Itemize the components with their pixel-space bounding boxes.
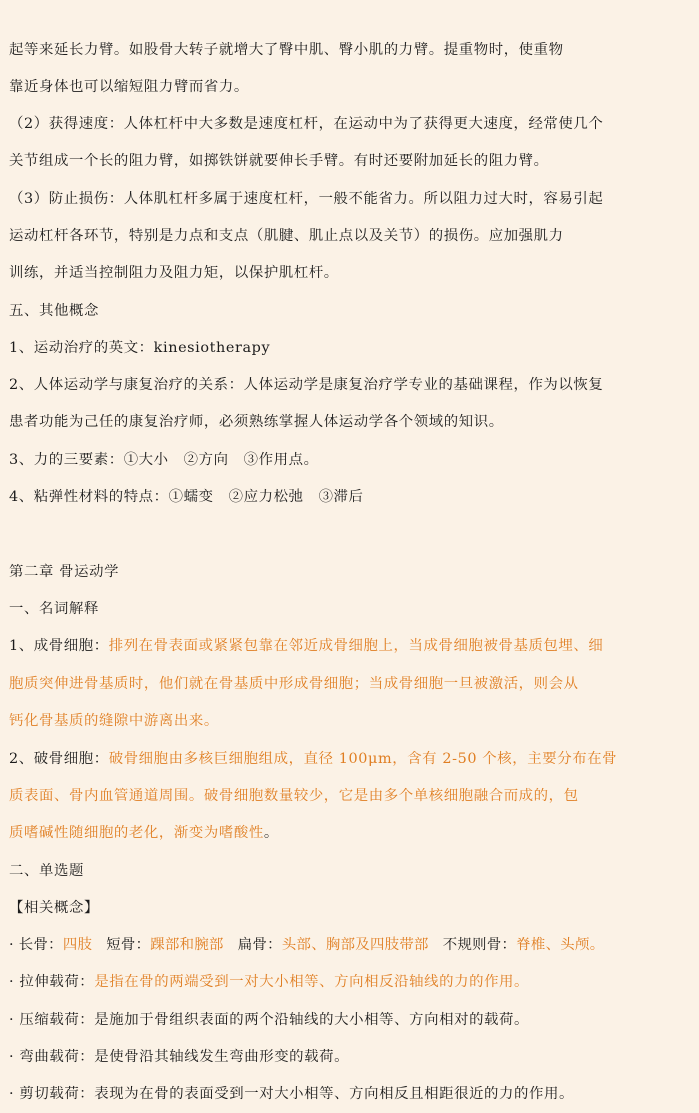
paragraph-line: 关节组成一个长的阻力臂，如掷铁饼就要伸长手臂。有时还要附加延长的阻力臂。 (9, 153, 549, 169)
definition-line (9, 822, 279, 844)
paragraph-line: （3）防止损伤：人体肌杠杆多属于速度杠杆，一般不能省力。所以阻力过大时，容易引起 (9, 191, 604, 207)
term-label: 1、成骨细胞： (9, 638, 109, 654)
chapter-title: 第二章 骨运动学 (9, 564, 120, 580)
term-label: 2、破骨细胞： (9, 751, 109, 767)
definition-line: 钙化骨基质的缝隙中游离出来。 (9, 713, 219, 729)
concept-line (9, 971, 529, 993)
term-value: 脊椎、头颅。 (516, 937, 605, 953)
period: 。 (263, 825, 279, 841)
list-item: 3、力的三要素：①大小 ②方向 ③作用点。 (9, 452, 319, 468)
paragraph-line: （2）获得速度：人体杠杆中大多数是速度杠杆，在运动中为了获得更大速度，经常使几个 (9, 116, 604, 132)
paragraph-line: 训练，并适当控制阻力及阻力矩，以保护肌杠杆。 (9, 265, 339, 281)
term-label: 扁骨： (237, 937, 282, 953)
paragraph-line: 运动杠杆各环节，特别是力点和支点（肌腱、肌止点以及关节）的损伤。应加强肌力 (9, 228, 564, 244)
term-label: · 拉伸载荷： (9, 974, 95, 990)
term-value: 踝部和腕部 (150, 937, 224, 953)
definition-text: 排列在骨表面或紧紧包靠在邻近成骨细胞上，当成骨细胞被骨基质包埋、细 (108, 638, 604, 654)
concept-line: · 压缩载荷：是施加于骨组织表面的两个沿轴线的大小相等、方向相对的载荷。 (9, 1012, 530, 1028)
term-label: · 长骨： (9, 937, 63, 953)
list-item: 1、运动治疗的英文：kinesiotherapy (9, 340, 271, 356)
paragraph-line: 患者功能为己任的康复治疗师，必须熟练掌握人体运动学各个领域的知识。 (9, 414, 504, 430)
section-heading: 五、其他概念 (9, 303, 99, 319)
definition-line (9, 635, 603, 657)
term-value: 是指在骨的两端受到一对大小相等、方向相反沿轴线的力的作用。 (94, 974, 530, 990)
term-value: 头部、胸部及四肢带部 (281, 937, 429, 953)
definition-text: 破骨细胞由多核巨细胞组成，直径 100μm，含有 2-50 个核，主要分布在骨 (108, 751, 618, 767)
definition-line: 胞质突伸进骨基质时，他们就在骨基质中形成骨细胞；当成骨细胞一旦被激活，则会从 (9, 676, 579, 692)
term-label: 不规则骨： (442, 937, 517, 953)
term-label: 短骨： (106, 937, 151, 953)
section-heading: 二、单选题 (9, 863, 84, 879)
section-heading: 一、名词解释 (9, 601, 99, 617)
list-item: 4、粘弹性材料的特点：①蠕变 ②应力松弛 ③滞后 (9, 489, 364, 505)
concept-line: · 弯曲载荷：是使骨沿其轴线发生弯曲形变的载荷。 (9, 1049, 350, 1065)
definition-line (9, 748, 617, 770)
term-value: 四肢 (62, 937, 93, 953)
definition-line: 质表面、骨内血管通道周围。破骨细胞数量较少，它是由多个单核细胞融合而成的，包 (9, 788, 579, 804)
paragraph-line: 靠近身体也可以缩短阻力臂而省力。 (9, 79, 249, 95)
definition-text: 质嗜碱性随细胞的老化，渐变为嗜酸性 (9, 825, 264, 841)
bone-types-line (9, 934, 604, 956)
concept-line: · 剪切载荷：表现为在骨的表面受到一对大小相等、方向相反且相距很近的力的作用。 (9, 1086, 575, 1102)
subsection-heading: 【相关概念】 (9, 900, 99, 916)
paragraph-line: 起等来延长力臂。如股骨大转子就增大了臀中肌、臀小肌的力臂。提重物时，使重物 (9, 42, 564, 58)
list-item: 2、人体运动学与康复治疗的关系：人体运动学是康复治疗学专业的基础课程，作为以恢复 (9, 377, 604, 393)
